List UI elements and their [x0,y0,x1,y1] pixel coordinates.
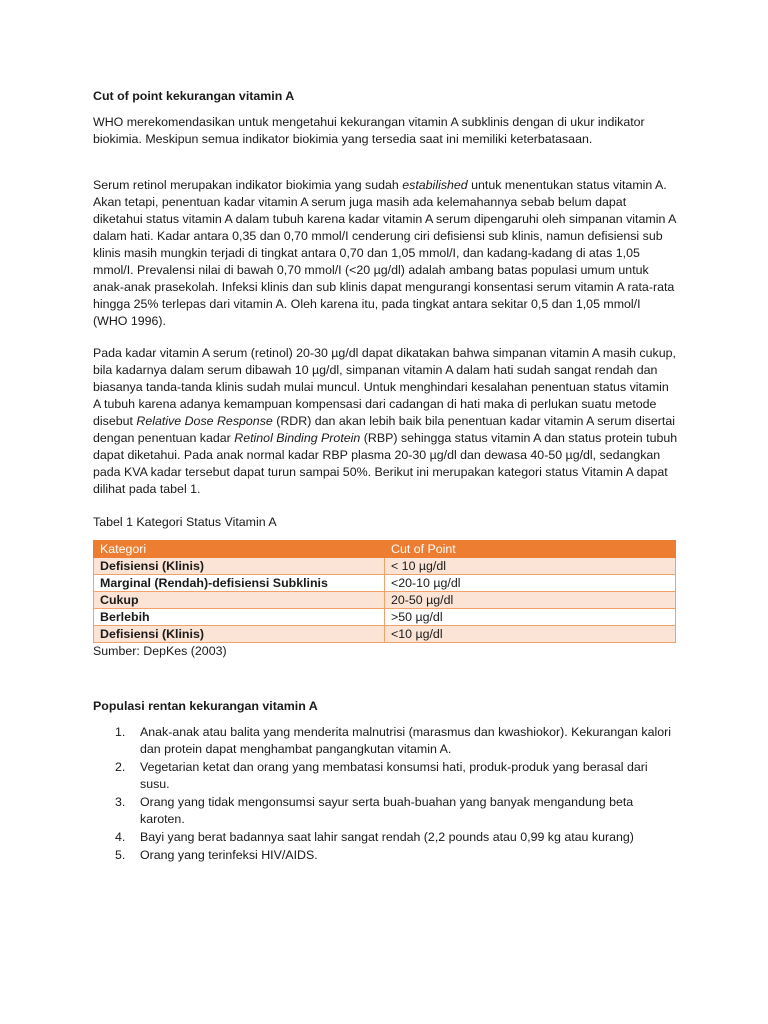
table-caption: Tabel 1 Kategori Status Vitamin A [93,515,277,529]
table-row [94,558,676,575]
list-item [93,829,678,846]
list-number: 2. [115,760,126,774]
p2-italic: estabilished [402,178,468,192]
list-item [93,724,678,758]
list-text: Bayi yang berat badannya saat lahir sangat rendah (2,2 pounds atau 0,99 kg atau kurang) [140,830,634,844]
cell-cut-of-point: 20-50 µg/dl [385,592,676,609]
cell-kategori: Defisiensi (Klinis) [94,558,385,575]
paragraph-3 [93,345,678,498]
list-number: 1. [115,725,126,739]
table-row [94,575,676,592]
p2-text-before: Serum retinol merupakan indikator biokimia yang sudah [93,178,403,192]
table-source: Sumber: DepKes (2003) [93,644,227,658]
list-number: 3. [115,795,126,809]
cell-cut-of-point: >50 µg/dl [385,609,676,626]
header-cut-of-point: Cut of Point [385,541,676,558]
cell-kategori: Marginal (Rendah)-defisiensi Subklinis [94,575,385,592]
list-text: Anak-anak atau balita yang menderita malnutrisi (marasmus dan kwashiokor). Kekurangan kalori dan protein dapat menghambat pangangkutan vitamin A. [140,725,671,756]
vitamin-a-status-table [93,540,676,643]
cell-kategori: Cukup [94,592,385,609]
cell-kategori: Defisiensi (Klinis) [94,626,385,643]
p3-italic-2: Retinol Binding Protein [234,431,361,445]
table-row [94,626,676,643]
header-kategori: Kategori [94,541,385,558]
paragraph-2 [93,177,678,330]
cell-cut-of-point: <10 µg/dl [385,626,676,643]
section-subtitle: Populasi rentan kekurangan vitamin A [93,699,318,713]
p3-text-1: Pada kadar vitamin A serum (retinol) 20-30 µg/dl dapat dikatakan bahwa simpanan vitamin A masih cukup, bila kadarnya dalam serum dibawah 10 µg/dl, simpanan vitamin A dalam hati sudah sangat rendah dan biasanya tanda-tanda klinis sudah mulai muncul. Untuk menghindari kesalahan penentuan status vitamin A tubuh karena adanya kemampuan kompensasi dari cadangan di hati maka di perlukan suatu metode disebut [93,346,676,428]
cell-cut-of-point: <20-10 µg/dl [385,575,676,592]
list-number: 5. [115,848,126,862]
table-row [94,592,676,609]
vulnerable-population-list [93,724,678,865]
section-title: Cut of point kekurangan vitamin A [93,89,295,103]
list-text: Orang yang terinfeksi HIV/AIDS. [140,848,318,862]
p3-text-2: (RDR) dan akan lebih baik bila penentuan kadar vitamin A serum disertai dengan penentuan kadar [93,414,676,445]
list-item [93,759,678,793]
paragraph-1: WHO merekomendasikan untuk mengetahui kekurangan vitamin A subklinis dengan di ukur indikator biokimia. Meskipun semua indikator biokimia yang tersedia saat ini memiliki keterbatasaan. [93,115,645,146]
cell-kategori: Berlebih [94,609,385,626]
list-number: 4. [115,830,126,844]
list-text: Orang yang tidak mengonsumsi sayur serta buah-buahan yang banyak mengandung beta karoten. [140,795,634,826]
table-header-row [94,541,676,558]
p2-text-after: untuk menentukan status vitamin A. Akan tetapi, penentuan kadar vitamin A serum juga masih ada kelemahannya sebab belum dapat diketahui status vitamin A dalam tubuh karena kadar vitamin A serum dipengaruhi oleh simpanan vitamin A dalam hati. Kadar antara 0,35 dan 0,70 mmol/I cenderung ciri defisiensi sub klinis, namun defisiensi sub klinis masih mungkin terjadi di tingkat antara 0,70 dan 1,05 mmol/I, dan kadang-kadang di atas 1,05 mmol/I. Prevalensi nilai di bawah 0,70 mmol/I (<20 µg/dl) adalah ambang batas populasi umum untuk anak-anak prasekolah. Infeksi klinis dan sub klinis dapat mengurangi konsentasi serum vitamin A rata-rata hingga 25% terlepas dari vitamin A. Oleh karena itu, pada tingkat antara sekitar 0,5 dan 1,05 mmol/I (WHO 1996). [93,178,676,328]
list-item [93,847,678,864]
list-text: Vegetarian ketat dan orang yang membatasi konsumsi hati, produk-produk yang berasal dari susu. [140,760,648,791]
cell-cut-of-point: < 10 µg/dl [385,558,676,575]
p3-text-3: (RBP) sehingga status vitamin A dan status protein tubuh dapat diketahui. Pada anak normal kadar RBP plasma 20-30 µg/dl dan dewasa 40-50 µg/dl, sedangkan pada KVA kadar tersebut dapat turun sampai 50%. Berikut ini merupakan kategori status Vitamin A dapat dilihat pada tabel 1. [93,431,678,496]
list-item [93,794,678,828]
table-row [94,609,676,626]
p3-italic-1: Relative Dose Response [136,414,273,428]
